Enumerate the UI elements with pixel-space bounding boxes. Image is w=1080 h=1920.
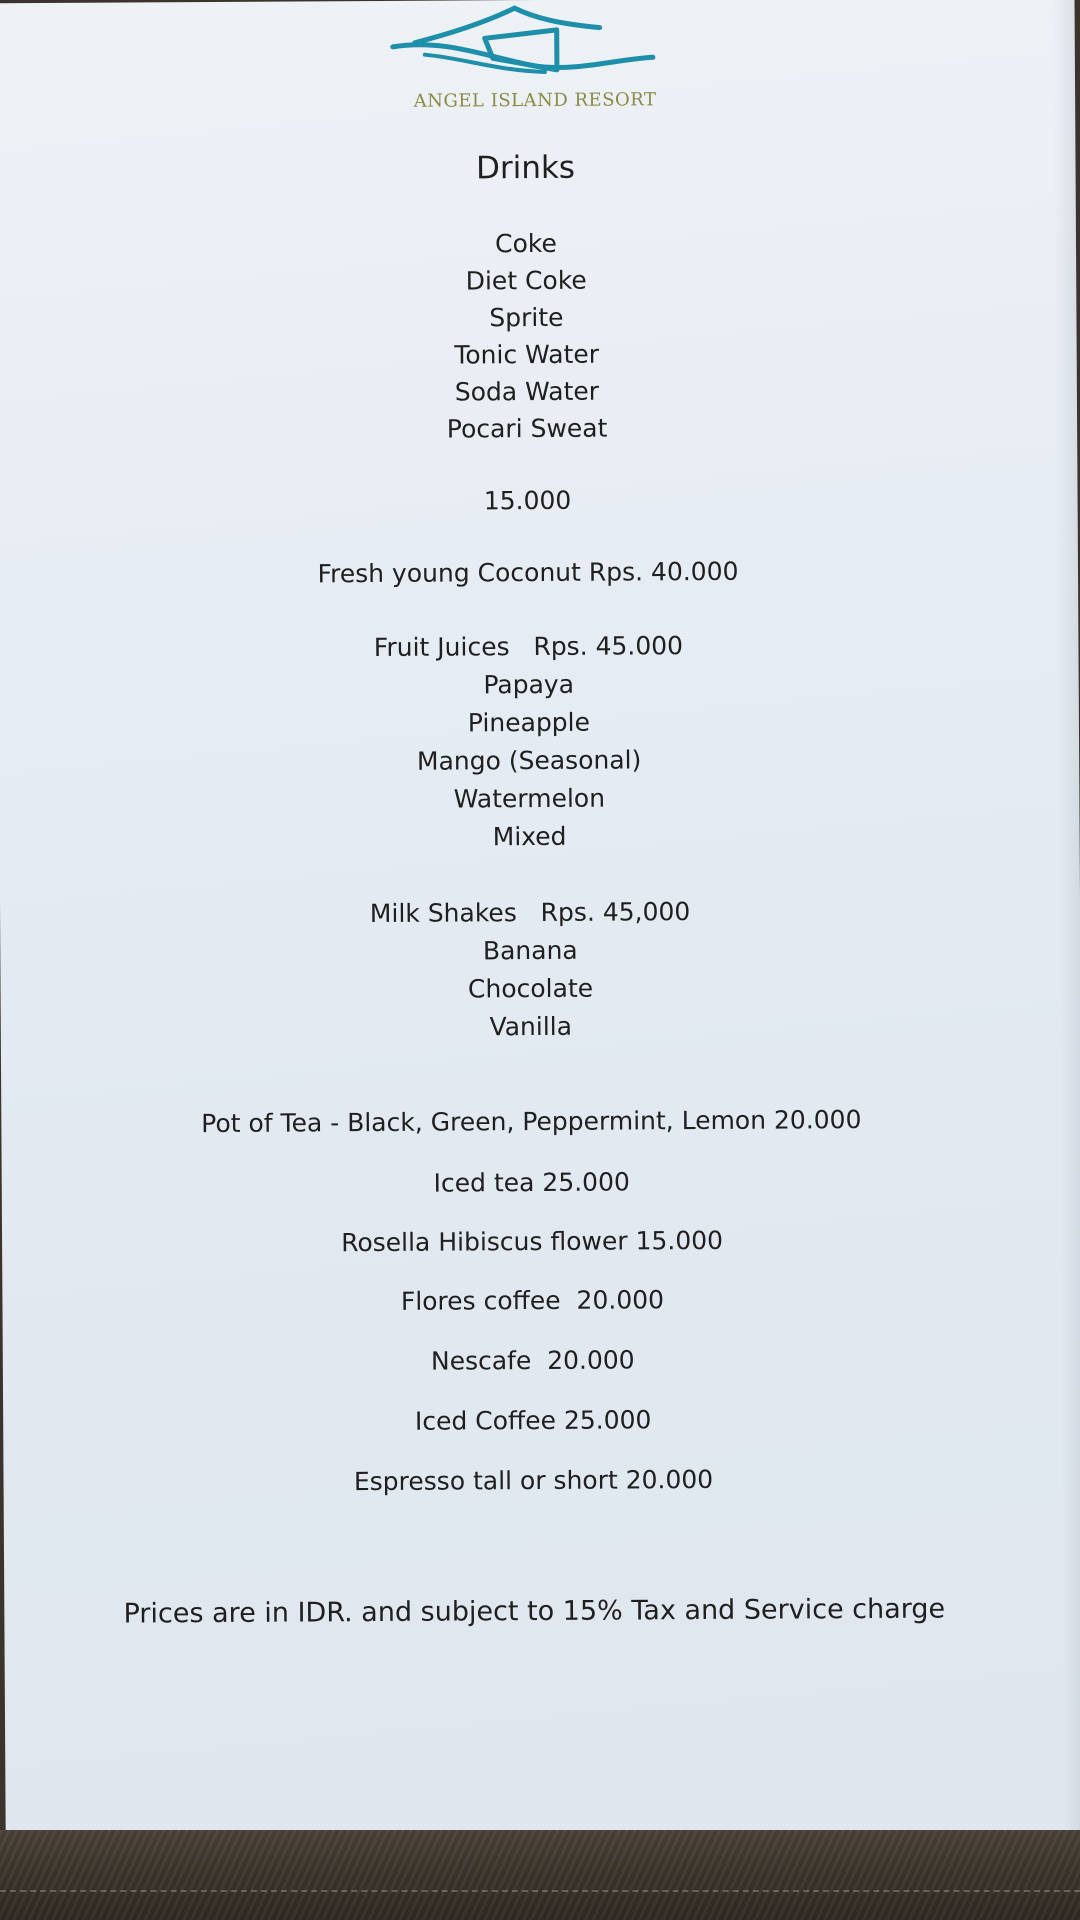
soft-drink-item: Diet Coke	[465, 265, 587, 296]
soft-drink-item: Coke	[495, 228, 557, 259]
soft-drink-price: 15.000	[483, 485, 572, 516]
hot-drink-item: Rosella Hibiscus flower 15.000	[341, 1225, 724, 1258]
fruit-juice-item: Watermelon	[453, 783, 606, 814]
milk-shake-item: Vanilla	[489, 1011, 573, 1042]
hot-drink-item: Pot of Tea - Black, Green, Peppermint, Lemon 20.000	[201, 1105, 862, 1139]
cover-stitching	[0, 1890, 1080, 1892]
hot-drink-item: Flores coffee 20.000	[400, 1285, 665, 1316]
fruit-juice-item: Mango (Seasonal)	[416, 745, 642, 776]
menu-title: Drinks	[475, 149, 576, 187]
milk-shake-item: Banana	[482, 935, 578, 966]
brand-name: ANGEL ISLAND RESORT	[413, 89, 657, 112]
soft-drink-item: Soda Water	[454, 376, 600, 407]
coconut-item: Fresh young Coconut Rps. 40.000	[317, 556, 739, 589]
milk-shake-item: Chocolate	[467, 973, 594, 1004]
menu-cover	[0, 1830, 1080, 1920]
resort-logo-icon	[385, 0, 665, 81]
soft-drink-item: Sprite	[489, 302, 564, 333]
soft-drink-item: Tonic Water	[454, 339, 600, 370]
fruit-juice-item: Pineapple	[467, 707, 591, 738]
soft-drink-item: Pocari Sweat	[446, 413, 608, 444]
fruit-juice-item: Mixed	[492, 821, 567, 852]
hot-drink-item: Iced tea 25.000	[433, 1167, 630, 1198]
hot-drink-item: Nescafe 20.000	[430, 1345, 635, 1376]
fruit-juice-item: Papaya	[483, 669, 575, 700]
price-note: Prices are in IDR. and subject to 15% Tax and Service charge	[123, 1593, 946, 1630]
hot-drink-item: Iced Coffee 25.000	[414, 1405, 652, 1436]
hot-drink-item: Espresso tall or short 20.000	[353, 1464, 714, 1497]
fruit-juices-header: Fruit Juices Rps. 45.000	[373, 631, 684, 663]
milk-shakes-header: Milk Shakes Rps. 45,000	[369, 897, 691, 929]
